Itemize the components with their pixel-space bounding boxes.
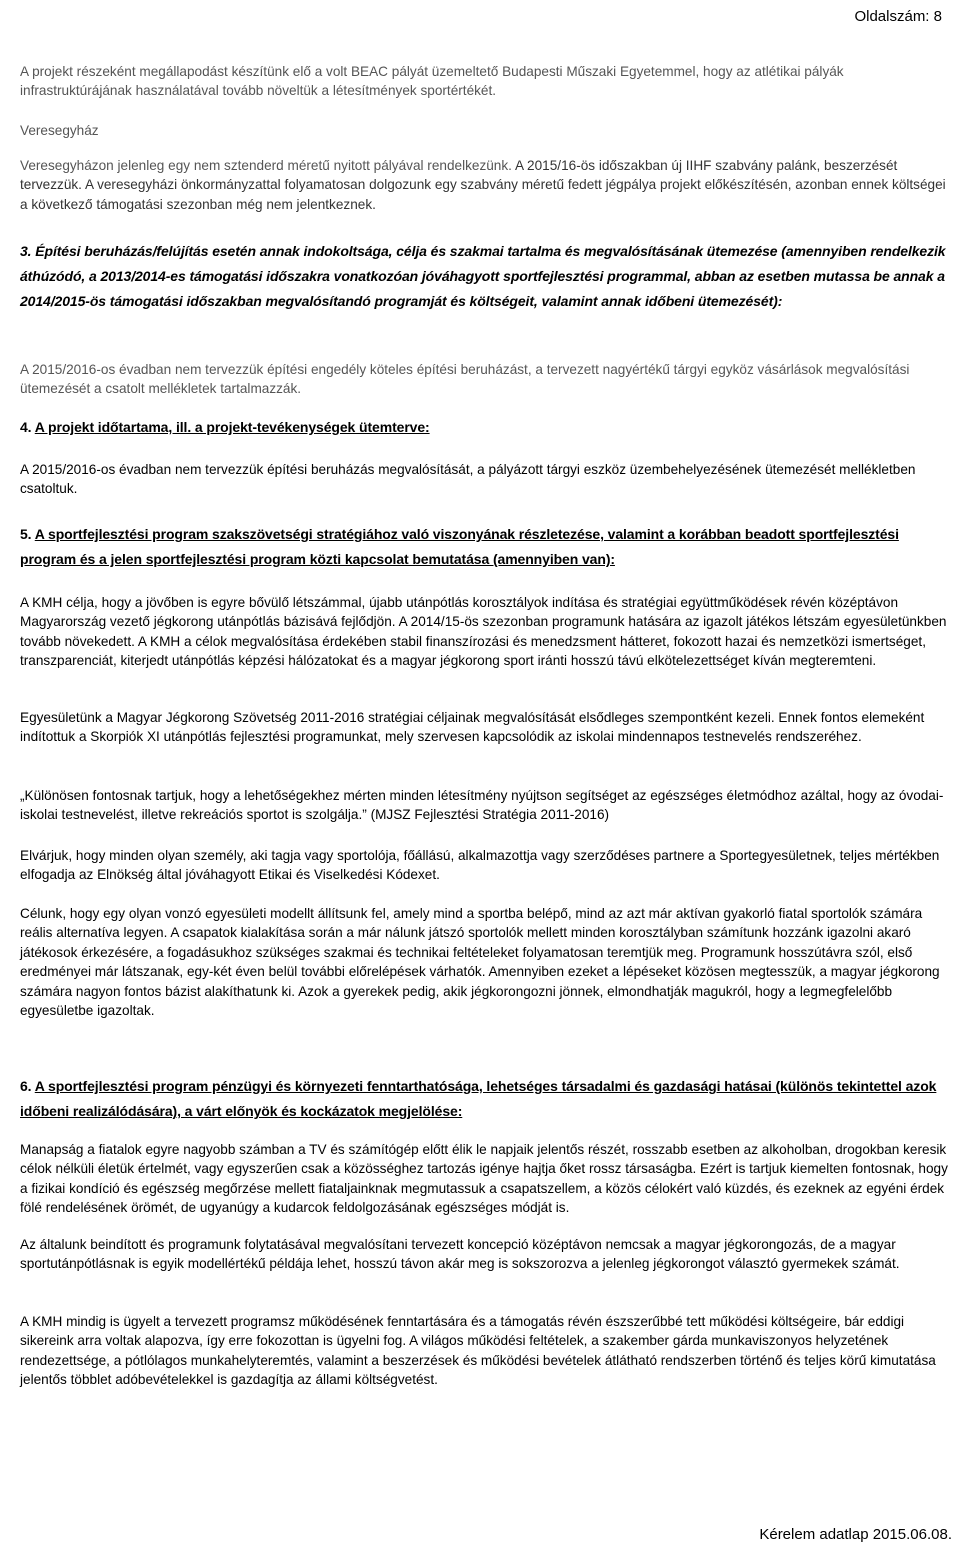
paragraph-mjsz-strategy: Egyesületünk a Magyar Jégkorong Szövetség 2011-2016 stratégiai céljainak megvalósítását elsődleges szempontként kezeli. Ennek fontos elemeként indítottuk a Skorpiók XI utánpótlás fejlesztési programunkat, mely szervesen kapcsolódik az iskolai mindennapos testnevelés rendszeréhez. <box>20 710 925 745</box>
paragraph-veresegyhaz <box>20 156 956 214</box>
paragraph-youth: Manapság a fiatalok egyre nagyobb számban a TV és számítógép előtt élik le napjaik jelentős részét, rosszabb esetben az alkoholban, drogokban keresik célok nélküli életük értelmét, vagy egyszerűen csak a közösséghez tartozás igénye hajtja őket rossz társaságba. Ezért is tartjuk kiemelten fontosnak, hogy a fizikai kondíció és egészség megőrzése mellett fiataljainknak megmutassuk a csapatszellem, a közös célokért való küzdés, és ezeknek az egyéni érdek fölé rendelésének örömét, de ugyanúgy a kudarcok feldolgozásának egészséges módját is. <box>20 1142 948 1216</box>
heading-section-3 <box>20 239 956 314</box>
paragraph-beac: A projekt részeként megállapodást készítünk elő a volt BEAC pályát üzemeltető Budapesti Műszaki Egyetemmel, hogy az atlétikai pályák infrastruktúrájának használatával tovább növeltük a létesítmények sportértékét. <box>20 64 844 99</box>
paragraph-sustainability: A KMH mindig is ügyelt a tervezett programsz működésének fenntartására és a támogatás révén észszerűbbé tett működési költségeire, bár eddigi sikereink arra voltak alapozva, így erre fokozottan is ügyelni fog. A világos működési feltételek, a szakember gárda munkaviszonyos helyzetének rendezettsége, a pótlólagos munkahelyteremtés, valamint a beszerzések és működési bevételek átlátható rendszerben történő és teljes körű kimutatása jelentős többlet adóbevételekkel is gazdagítja az állami költségvetést. <box>20 1314 936 1388</box>
paragraph-section-3: A 2015/2016-os évadban nem tervezzük építési engedély köteles építési beruházást, a tervezett nagyértékű tárgyi egyköz vásárlások megvalósítási ütemezését a csatolt mellékletek tartalmazzák. <box>20 362 910 397</box>
footer-date: Kérelem adatlap 2015.06.08. <box>759 1526 952 1543</box>
heading-section-5-text: A sportfejlesztési program szakszövetségi stratégiához való viszonyának részletezése, valamint a korábban beadott sportfejlesztési program és a jelen sportfejlesztési program közti kapcsolat bemutatása (amennyiben van): <box>20 526 899 567</box>
section-title-veresegyhaz: Veresegyház <box>20 123 99 138</box>
paragraph-club-model: Célunk, hogy egy olyan vonzó egyesületi modellt állítsunk fel, amely mind a sportba belépő, mind az azt már aktívan gyakorló fiatal sportolók számára reális alternatíva legyen. A csapatok kialakítása során a már nálunk játszó sportolók mellett minden korosztályban számítunk hozzánk igazolni akaró játékosok érkezésére, a fogadásukhoz szükséges szakmai és technikai feltételeket folyamatosan teremtjük meg. Programunk hosszútávra szól, első eredményei már látszanak, egy-két éven belül további előrelépések várhatók. Amennyiben ezeket a lépéseket közösen megtesszük, a magyar jégkorong számára nagyon fontos bázist alakíthatunk ki. Azok a gyerekek pedig, akik jégkorongozni jönnek, elmondhatják magukról, hogy a legmegfelelőbb egyesületbe igazoltak. <box>20 906 940 1019</box>
paragraph-concept: Az általunk beindított és programunk folytatásával megvalósítani tervezett koncepció középtávon nemcsak a magyar jégkorongozás, de a magyar sportutánpótlásnak is egyik modellértékű példája lehet, hosszú távon akár meg is sokszorozva a jelenleg jégkorongot választó gyermekek számát. <box>20 1237 900 1272</box>
heading-section-3-number: 3. <box>20 243 36 259</box>
paragraph-quote: „Különösen fontosnak tartjuk, hogy a lehetőségekhez mérten minden létesítmény nyújtson segítséget az egészséges életmódhoz azáltal, hogy az óvodai- iskolai testnevelést, illetve rekreációs sportot is szolgálja.” (MJSZ Fejlesztési Stratégia 2011-2016) <box>20 788 944 823</box>
paragraph-ethics: Elvárjuk, hogy minden olyan személy, aki tagja vagy sportolója, főállású, alkalmazottja vagy szerződéses partnere a Sportegyesületnek, teljes mértékben elfogadja az Elnökség által jóváhagyott Etikai és Viselkedési Kódexet. <box>20 848 940 883</box>
heading-section-6-text: A sportfejlesztési program pénzügyi és környezeti fenntarthatósága, lehetséges társadalmi és gazdasági hatásai (különös tekintettel azok időbeni realizálódására), a várt előnyök és kockázatok megjelölése: <box>20 1078 937 1119</box>
heading-section-6 <box>20 1074 956 1124</box>
heading-section-5-number: 5. <box>20 526 35 542</box>
heading-section-4-text: A projekt időtartama, ill. a projekt-tevékenységek ütemterve: <box>34 419 430 435</box>
page-number: Oldalszám: 8 <box>854 8 942 25</box>
paragraph-veresegyhaz-a: Veresegyházon jelenleg egy nem sztenderd méretű nyitott pályával rendelkezünk. <box>20 158 512 173</box>
heading-section-6-number: 6. <box>20 1078 35 1094</box>
paragraph-veresegyhaz-b: A 2015/16-ös időszakban új IIHF szabvány palánk, beszerzését tervezzük. A veresegyházi önkormányzattal folyamatosan dolgozunk egy szabvány méretű fedett jégpálya projekt előkészítésén, azonban ennek költségei a következő támogatási szezonban még nem jelentkeznek. <box>20 158 946 212</box>
heading-section-4 <box>20 415 956 440</box>
paragraph-section-4: A 2015/2016-os évadban nem tervezzük építési beruházás megvalósítását, a pályázott tárgyi eszköz üzembehelyezésének ütemezését mellékletben csatoltuk. <box>20 462 916 497</box>
heading-section-5 <box>20 522 956 572</box>
paragraph-kmh-goal: A KMH célja, hogy a jövőben is egyre bővülő létszámmal, újabb utánpótlás korosztályok indítása és stratégiai együttműködések révén középtávon Magyarország vezető jégkorong utánpótlás bázisává fejlődjön. A 2014/15-ös szezonban programunk hatására az igazolt játékos létszám egyesületünkben tovább növekedett. A KMH a célok megvalósítása érdekében stabil finanszírozási és menedzsment hátteret, fokozott hazai és nemzetközi ismertséget, transzparenciát, kiterjedt utánpótlás képzési hálózatokat és a magyar jégkorong sport iránti hosszú távú elkötelezettséget kíván megteremteni. <box>20 595 947 669</box>
heading-section-3-text: Építési beruházás/felújítás esetén annak indokoltsága, célja és szakmai tartalma és megvalósításának ütemezése (amennyiben rendelkezik áthúzódó, a 2013/2014-es támogatási időszakra vonatkozóan jóváhagyott sportfejlesztési programmal, abban az esetben mutassa be annak a 2014/2015-ös támogatási időszakban megvalósítandó programját és költségeit, valamint annak időbeni ütemezését): <box>20 243 946 309</box>
heading-section-4-number: 4. <box>20 419 35 435</box>
